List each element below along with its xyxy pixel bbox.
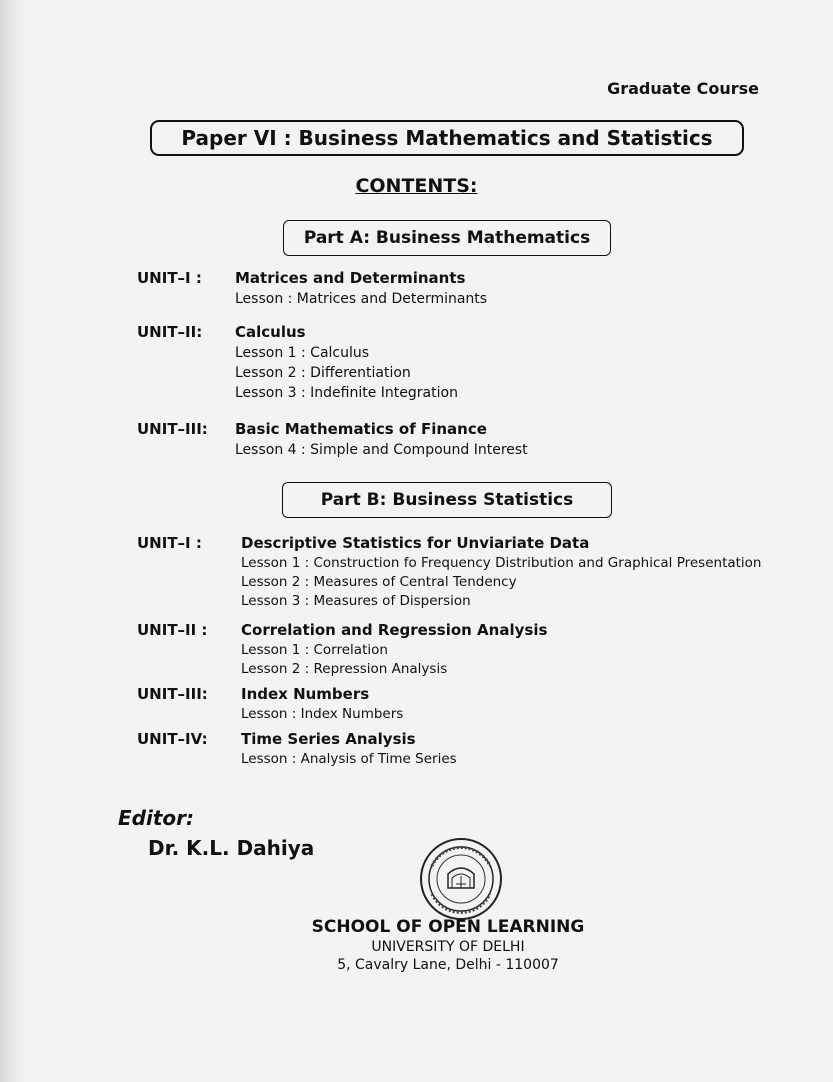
paper-title: Paper VI : Business Mathematics and Statistics — [181, 126, 713, 150]
part-a-heading-box — [283, 220, 611, 256]
unit-label: UNIT–II: — [137, 323, 203, 341]
part-b-heading-box — [282, 482, 612, 518]
part-b-title: Part B: Business Statistics — [320, 490, 574, 510]
lesson-list — [241, 705, 403, 724]
lesson-item: Lesson : Index Numbers — [241, 706, 404, 722]
paper-title-box — [150, 120, 744, 156]
school-block — [0, 917, 833, 973]
unit-title: Correlation and Regression Analysis — [241, 621, 548, 639]
unit-label: UNIT–II : — [137, 621, 208, 639]
unit-label: UNIT–I : — [137, 269, 202, 287]
school-name: SCHOOL OF OPEN LEARNING — [311, 917, 585, 937]
unit-title: Matrices and Determinants — [235, 269, 466, 287]
lesson-item: Lesson 3 : Measures of Dispersion — [241, 593, 471, 609]
lesson-item: Lesson 2 : Differentiation — [235, 365, 411, 381]
course-label: Graduate Course — [607, 79, 759, 98]
unit-label: UNIT–III: — [137, 420, 208, 438]
school-address: 5, Cavalry Lane, Delhi - 110007 — [337, 957, 559, 973]
editor-label: Editor: — [118, 806, 194, 830]
lesson-item: Lesson 1 : Correlation — [241, 642, 388, 658]
lesson-item: Lesson 2 : Measures of Central Tendency — [241, 574, 517, 590]
lesson-item: Lesson : Matrices and Determinants — [235, 291, 488, 307]
unit-title: Basic Mathematics of Finance — [235, 420, 487, 438]
lesson-list — [235, 343, 458, 403]
lesson-list — [241, 554, 762, 611]
lesson-item: Lesson : Analysis of Time Series — [241, 751, 457, 767]
lesson-list — [235, 289, 487, 309]
lesson-item: Lesson 1 : Calculus — [235, 345, 370, 361]
university-name: UNIVERSITY OF DELHI — [371, 939, 525, 955]
lesson-list — [235, 440, 528, 460]
unit-label: UNIT–III: — [137, 685, 208, 703]
lesson-item: Lesson 1 : Construction fo Frequency Distribution and Graphical Presentation — [241, 555, 762, 571]
unit-title: Index Numbers — [241, 685, 370, 703]
university-seal-icon — [412, 836, 510, 922]
unit-title: Time Series Analysis — [241, 730, 416, 748]
editor-name: Dr. K.L. Dahiya — [148, 836, 315, 860]
unit-title: Calculus — [235, 323, 306, 341]
lesson-list — [241, 750, 457, 769]
part-a-title: Part A: Business Mathematics — [303, 228, 591, 248]
unit-label: UNIT–IV: — [137, 730, 208, 748]
unit-title: Descriptive Statistics for Unviariate Data — [241, 534, 590, 552]
lesson-item: Lesson 4 : Simple and Compound Interest — [235, 442, 528, 458]
lesson-list — [241, 641, 447, 679]
lesson-item: Lesson 3 : Indefinite Integration — [235, 385, 458, 401]
unit-label: UNIT–I : — [137, 534, 202, 552]
contents-heading: CONTENTS: — [355, 175, 478, 197]
lesson-item: Lesson 2 : Repression Analysis — [241, 661, 448, 677]
